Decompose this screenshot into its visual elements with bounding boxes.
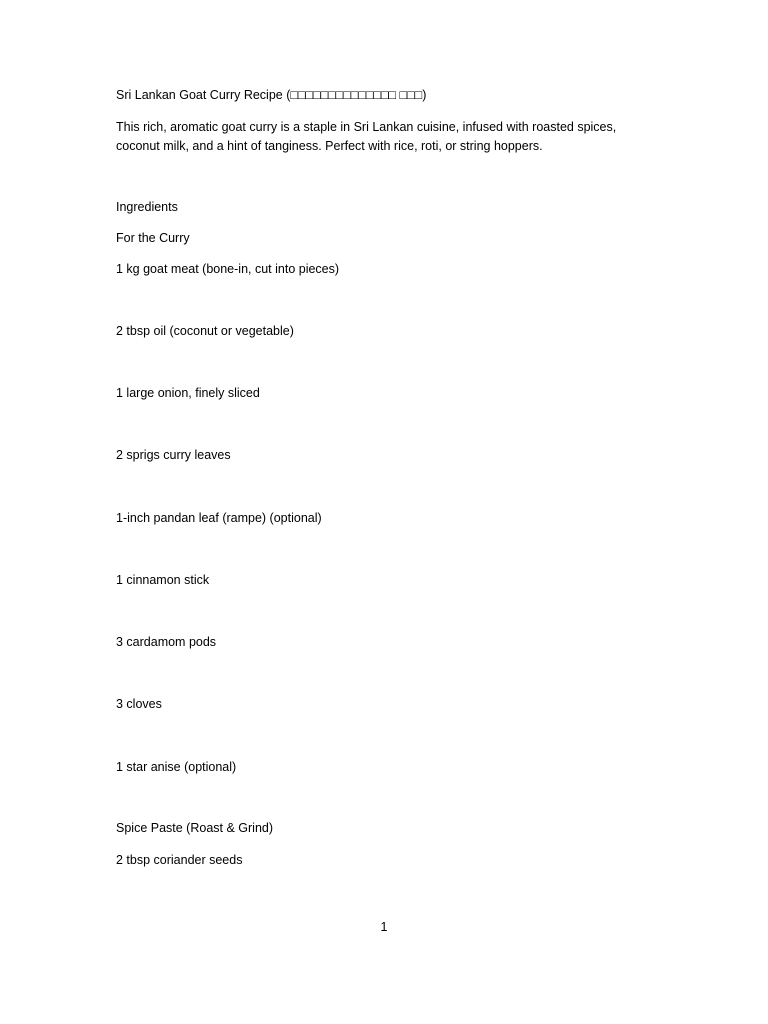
page-number: 1 [380,920,388,934]
list-item: 1 large onion, finely sliced [116,386,260,400]
spice-paste-subheading: Spice Paste (Roast & Grind) [116,821,274,835]
list-item: 1 star anise (optional) [116,760,237,774]
list-item: 2 tbsp oil (coconut or vegetable) [116,324,294,338]
list-item: 1-inch pandan leaf (rampe) (optional) [116,511,322,525]
document-title: Sri Lankan Goat Curry Recipe (□□□□□□□□□□□□□□ □□□) [116,88,427,102]
ingredients-heading: Ingredients [116,200,178,214]
list-item: 1 kg goat meat (bone-in, cut into pieces) [116,262,340,276]
list-item: 3 cloves [116,697,162,711]
list-item: 3 cardamom pods [116,635,217,649]
curry-subheading: For the Curry [116,231,190,245]
intro-paragraph: This rich, aromatic goat curry is a staple in Sri Lankan cuisine, infused with roasted spices, coconut milk, and a hint of tanginess. Perfect with rice, roti, or string hoppers. [116,120,617,153]
list-item: 2 tbsp coriander seeds [116,853,243,867]
list-item: 1 cinnamon stick [116,573,210,587]
list-item: 2 sprigs curry leaves [116,448,231,462]
